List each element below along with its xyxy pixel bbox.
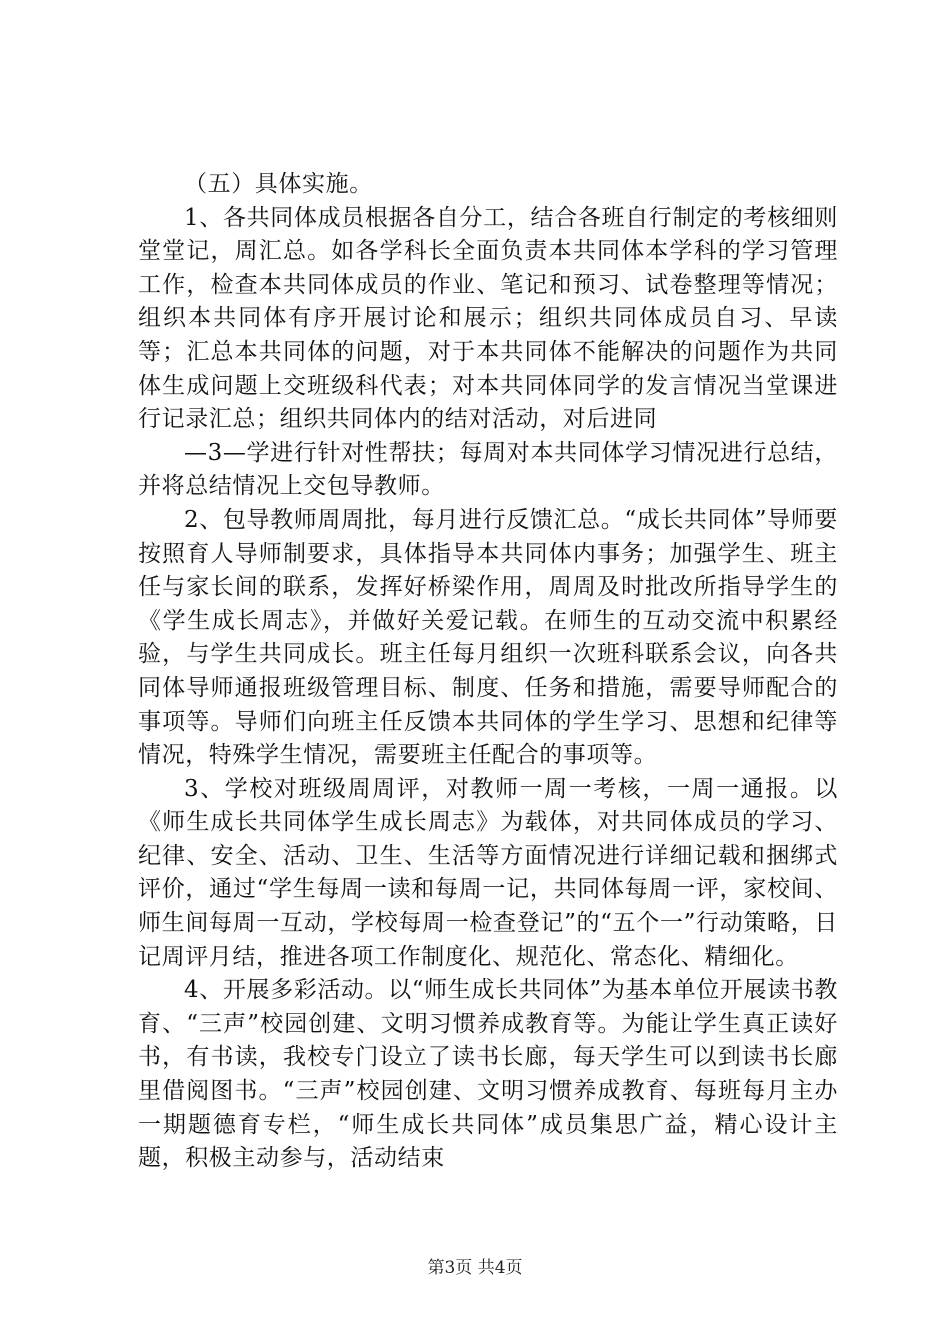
document-body: [138, 168, 838, 1176]
paragraph-item-4: 4、开展多彩活动。以“师生成长共同体”为基本单位开展读书教育、“三声”校园创建、文明习惯养成教育等。为能让学生真正读好书，有书读，我校专门设立了读书长廊，每天学生可以到读书长廊里借阅图书。“三声”校园创建、文明习惯养成教育、每班每月主办一期题德育专栏，“师生成长共同体”成员集思广益，精心设计主题，积极主动参与，活动结束: [138, 977, 838, 1172]
page-footer: 第3页 共4页: [427, 1258, 523, 1278]
section-heading: （五）具体实施。: [184, 171, 373, 197]
paragraph-item-1: 1、各共同体成员根据各自分工，结合各班自行制定的考核细则堂堂记，周汇总。如各学科长全面负责本共同体本学科的学习管理工作，检查本共同体成员的作业、笔记和预习、试卷整理等情况；组织本共同体有序开展讨论和展示；组织共同体成员自习、早读等；汇总本共同体的问题，对于本共同体不能解决的问题作为共同体生成问题上交班级科代表；对本共同体同学的发言情况当堂课进行记录汇总；组织共同体内的结对活动，对后进同: [138, 204, 838, 433]
paragraph-item-3: 3、学校对班级周周评，对教师一周一考核，一周一通报。以《师生成长共同体学生成长周志》为载体，对共同体成员的学习、纪律、安全、活动、卫生、生活等方面情况进行详细记载和捆绑式评价，通过“学生每周一读和每周一记，共同体每周一评，家校间、师生间每周一互动，学校每周一检查登记”的“五个一”行动策略，日记周评月结，推进各项工作制度化、规范化、常态化、精细化。: [138, 775, 838, 970]
paragraph-item-2: 2、包导教师周周批，每月进行反馈汇总。“成长共同体”导师要按照育人导师制要求，具体指导本共同体内事务；加强学生、班主任与家长间的联系，发挥好桥梁作用，周周及时批改所指导学生的《学生成长周志》，并做好关爱记载。在师生的互动交流中积累经验，与学生共同成长。班主任每月组织一次班科联系会议，向各共同体导师通报班级管理目标、制度、任务和措施，需要导师配合的事项等。导师们向班主任反馈本共同体的学生学习、思想和纪律等情况，特殊学生情况，需要班主任配合的事项等。: [138, 506, 838, 769]
paragraph-continuation: —3—学进行针对性帮扶；每周对本共同体学习情况进行总结，并将总结情况上交包导教师。: [138, 439, 838, 500]
